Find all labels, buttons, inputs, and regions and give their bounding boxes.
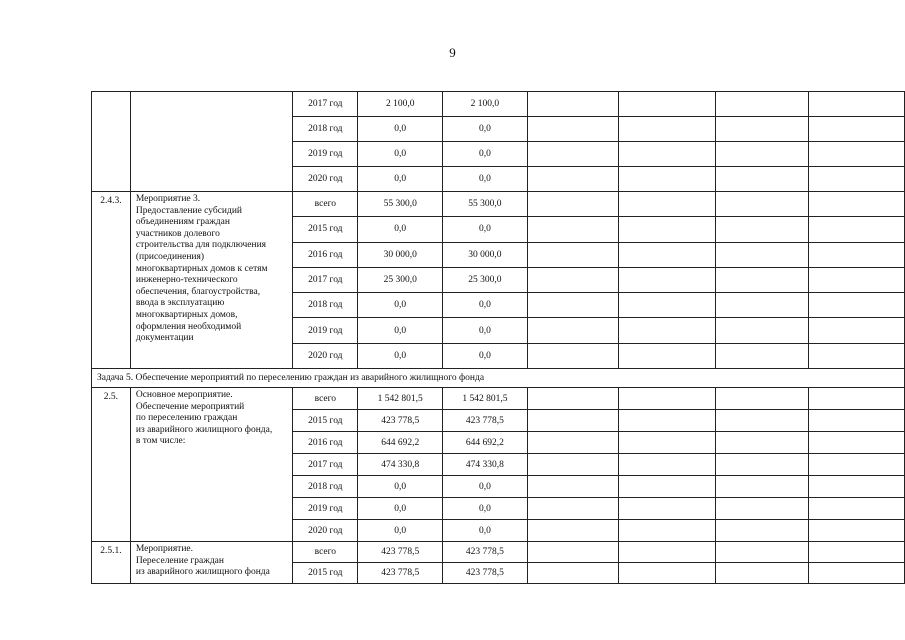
value-total-cell: 0,0 — [358, 167, 443, 192]
empty-cell — [527, 217, 618, 242]
empty-cell — [808, 563, 904, 584]
value-regional-cell: 0,0 — [443, 117, 528, 142]
item-number: 2.5.1. — [92, 542, 131, 584]
empty-cell — [527, 520, 618, 542]
empty-cell — [618, 343, 715, 368]
empty-cell — [808, 242, 904, 267]
year-cell: всего — [293, 542, 358, 563]
empty-cell — [618, 520, 715, 542]
empty-cell — [527, 293, 618, 318]
empty-cell — [527, 242, 618, 267]
empty-cell — [618, 142, 715, 167]
value-total-cell: 423 778,5 — [358, 542, 443, 563]
value-total-cell: 474 330,8 — [358, 454, 443, 476]
year-cell: 2018 год — [293, 293, 358, 318]
year-cell: 2019 год — [293, 498, 358, 520]
item-title-line: обеспечения, благоустройства, — [135, 286, 261, 297]
value-regional-cell: 0,0 — [443, 293, 528, 318]
empty-cell — [715, 542, 808, 563]
empty-cell — [618, 410, 715, 432]
value-regional-cell: 2 100,0 — [443, 92, 528, 117]
empty-cell — [808, 92, 904, 117]
value-regional-cell: 0,0 — [443, 167, 528, 192]
empty-cell — [715, 454, 808, 476]
empty-cell — [808, 267, 904, 292]
item-title-line: документации — [135, 333, 194, 344]
item-title-line: Основное мероприятие. — [135, 390, 233, 401]
empty-cell — [618, 267, 715, 292]
value-regional-cell: 0,0 — [443, 318, 528, 343]
empty-cell — [808, 117, 904, 142]
item-title-line: Мероприятие. — [135, 544, 194, 555]
value-total-cell: 0,0 — [358, 520, 443, 542]
item-title — [130, 192, 292, 369]
value-total-cell: 25 300,0 — [358, 267, 443, 292]
empty-cell — [715, 476, 808, 498]
value-regional-cell: 423 778,5 — [443, 542, 528, 563]
empty-cell — [808, 542, 904, 563]
value-total-cell: 0,0 — [358, 117, 443, 142]
item-title-line: объединениям граждан — [135, 217, 230, 228]
value-total-cell: 0,0 — [358, 318, 443, 343]
item-title-line: Обеспечение мероприятий — [135, 401, 245, 412]
empty-cell — [808, 388, 904, 410]
item-number: 2.4.3. — [92, 192, 131, 369]
empty-cell — [618, 563, 715, 584]
empty-cell — [618, 242, 715, 267]
value-total-cell: 423 778,5 — [358, 410, 443, 432]
year-cell: 2018 год — [293, 117, 358, 142]
value-regional-cell: 55 300,0 — [443, 192, 528, 217]
empty-cell — [618, 167, 715, 192]
empty-cell — [715, 192, 808, 217]
year-cell: всего — [293, 192, 358, 217]
value-regional-cell: 0,0 — [443, 142, 528, 167]
item-title-line: Предоставление субсидий — [135, 205, 243, 216]
empty-cell — [715, 318, 808, 343]
value-regional-cell: 474 330,8 — [443, 454, 528, 476]
empty-cell — [715, 388, 808, 410]
empty-cell — [618, 293, 715, 318]
empty-cell — [715, 410, 808, 432]
empty-cell — [808, 217, 904, 242]
empty-cell — [527, 563, 618, 584]
year-cell: 2018 год — [293, 476, 358, 498]
empty-cell — [618, 117, 715, 142]
empty-cell — [527, 432, 618, 454]
empty-cell — [618, 476, 715, 498]
year-cell: 2017 год — [293, 454, 358, 476]
program-table — [91, 91, 905, 584]
page-number: 9 — [449, 45, 456, 60]
empty-cell — [527, 498, 618, 520]
empty-cell — [618, 388, 715, 410]
item-title-line: в том числе: — [135, 436, 186, 447]
value-regional-cell: 1 542 801,5 — [443, 388, 528, 410]
empty-cell — [527, 542, 618, 563]
item-title — [130, 542, 292, 584]
empty-cell — [715, 117, 808, 142]
item-title-line: Переселение граждан — [135, 555, 224, 566]
empty-cell — [527, 267, 618, 292]
item-title-line: из аварийного жилищного фонда — [135, 567, 270, 578]
item-title-line: из аварийного жилищного фонда, — [135, 424, 273, 435]
year-cell: 2015 год — [293, 217, 358, 242]
year-cell: 2020 год — [293, 167, 358, 192]
empty-cell — [618, 92, 715, 117]
empty-cell — [715, 343, 808, 368]
item-title-line: участников долевого — [135, 228, 220, 239]
value-regional-cell: 0,0 — [443, 343, 528, 368]
year-cell: 2015 год — [293, 563, 358, 584]
value-total-cell: 644 692,2 — [358, 432, 443, 454]
item-title — [130, 92, 292, 192]
value-total-cell: 0,0 — [358, 142, 443, 167]
value-total-cell: 1 542 801,5 — [358, 388, 443, 410]
value-total-cell: 30 000,0 — [358, 242, 443, 267]
empty-cell — [715, 498, 808, 520]
year-cell: всего — [293, 388, 358, 410]
empty-cell — [527, 476, 618, 498]
empty-cell — [715, 563, 808, 584]
table-row — [92, 388, 905, 410]
value-regional-cell: 0,0 — [443, 498, 528, 520]
year-cell: 2020 год — [293, 343, 358, 368]
value-total-cell: 0,0 — [358, 498, 443, 520]
value-regional-cell: 0,0 — [443, 520, 528, 542]
empty-cell — [618, 454, 715, 476]
item-title-line: Мероприятие 3. — [135, 194, 201, 204]
item-title-line: оформления необходимой — [135, 321, 242, 332]
empty-cell — [618, 432, 715, 454]
empty-cell — [527, 454, 618, 476]
empty-cell — [715, 293, 808, 318]
value-total-cell: 0,0 — [358, 343, 443, 368]
empty-cell — [527, 167, 618, 192]
empty-cell — [808, 476, 904, 498]
value-total-cell: 0,0 — [358, 217, 443, 242]
item-title — [130, 388, 292, 542]
year-cell: 2016 год — [293, 432, 358, 454]
year-cell: 2017 год — [293, 92, 358, 117]
value-regional-cell: 423 778,5 — [443, 563, 528, 584]
value-total-cell: 2 100,0 — [358, 92, 443, 117]
value-regional-cell: 0,0 — [443, 476, 528, 498]
empty-cell — [527, 410, 618, 432]
item-title-line: многоквартирных домов, — [135, 309, 238, 320]
table-row — [92, 192, 905, 217]
item-title-line: многоквартирных домов к сетям — [135, 263, 268, 274]
empty-cell — [808, 520, 904, 542]
value-regional-cell: 644 692,2 — [443, 432, 528, 454]
value-regional-cell: 423 778,5 — [443, 410, 528, 432]
value-total-cell: 55 300,0 — [358, 192, 443, 217]
year-cell: 2020 год — [293, 520, 358, 542]
table-row — [92, 92, 905, 117]
empty-cell — [715, 242, 808, 267]
empty-cell — [808, 142, 904, 167]
empty-cell — [715, 92, 808, 117]
year-cell: 2015 год — [293, 410, 358, 432]
empty-cell — [527, 192, 618, 217]
item-title-line: строительства для подключения — [135, 240, 267, 251]
empty-cell — [527, 142, 618, 167]
empty-cell — [808, 343, 904, 368]
empty-cell — [527, 92, 618, 117]
task-row — [92, 369, 905, 388]
item-number — [92, 92, 131, 192]
item-title-line: инженерно-технического — [135, 275, 238, 286]
value-total-cell: 423 778,5 — [358, 563, 443, 584]
empty-cell — [618, 498, 715, 520]
empty-cell — [808, 192, 904, 217]
empty-cell — [527, 117, 618, 142]
year-cell: 2019 год — [293, 318, 358, 343]
year-cell: 2019 год — [293, 142, 358, 167]
empty-cell — [715, 432, 808, 454]
empty-cell — [715, 267, 808, 292]
empty-cell — [808, 454, 904, 476]
empty-cell — [715, 520, 808, 542]
item-title-line: по переселению граждан — [135, 413, 238, 424]
empty-cell — [618, 542, 715, 563]
empty-cell — [808, 410, 904, 432]
empty-cell — [808, 293, 904, 318]
empty-cell — [715, 217, 808, 242]
empty-cell — [808, 167, 904, 192]
value-regional-cell: 30 000,0 — [443, 242, 528, 267]
empty-cell — [808, 318, 904, 343]
value-total-cell: 0,0 — [358, 293, 443, 318]
task-heading: Задача 5. Обеспечение мероприятий по переселению граждан из аварийного жилищного фонда — [92, 369, 905, 388]
item-title-line: (присоединения) — [135, 251, 205, 262]
empty-cell — [527, 388, 618, 410]
empty-cell — [618, 192, 715, 217]
empty-cell — [618, 318, 715, 343]
year-cell: 2016 год — [293, 242, 358, 267]
empty-cell — [715, 167, 808, 192]
item-title-line: ввода в эксплуатацию — [135, 298, 225, 309]
table-row — [92, 542, 905, 563]
empty-cell — [808, 432, 904, 454]
empty-cell — [715, 142, 808, 167]
value-regional-cell: 0,0 — [443, 217, 528, 242]
empty-cell — [527, 343, 618, 368]
empty-cell — [618, 217, 715, 242]
value-total-cell: 0,0 — [358, 476, 443, 498]
empty-cell — [808, 498, 904, 520]
value-regional-cell: 25 300,0 — [443, 267, 528, 292]
year-cell: 2017 год — [293, 267, 358, 292]
item-number: 2.5. — [92, 388, 131, 542]
empty-cell — [527, 318, 618, 343]
